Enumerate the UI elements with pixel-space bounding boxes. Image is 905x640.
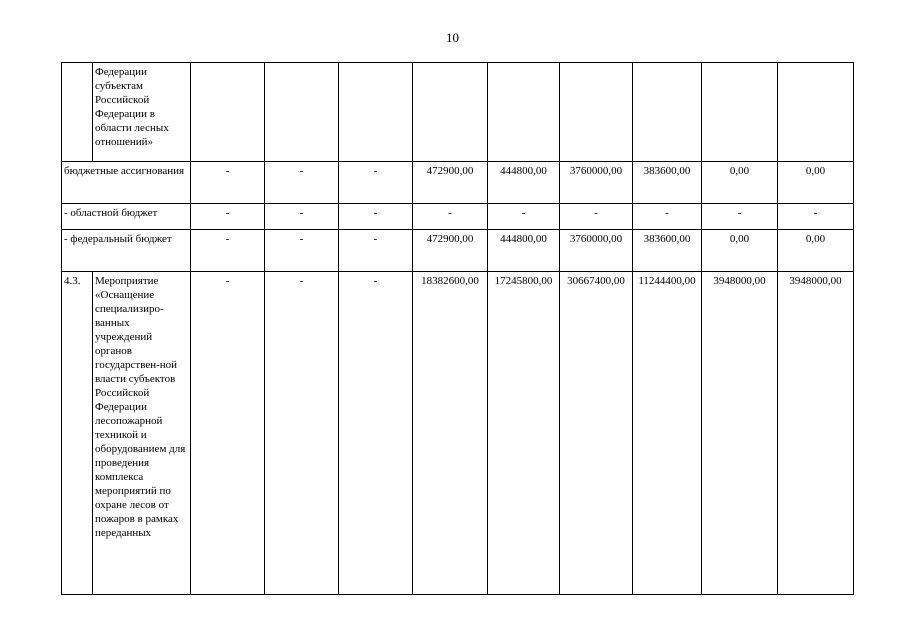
- table-row: [62, 204, 854, 230]
- value-cell: -: [633, 204, 702, 230]
- value-cell: [339, 63, 413, 162]
- table-row: [62, 230, 854, 272]
- value-cell: [191, 63, 265, 162]
- name-cell: Федерации субъектам Российской Федерации в области лесных отношений»: [93, 63, 191, 162]
- value-cell: 3760000,00: [560, 162, 633, 204]
- value-cell: 472900,00: [413, 230, 488, 272]
- value-cell: [413, 63, 488, 162]
- value-cell: 3760000,00: [560, 230, 633, 272]
- code-cell: 4.3.: [62, 272, 93, 595]
- value-cell: -: [191, 272, 265, 595]
- budget-table: [61, 62, 854, 595]
- value-cell: 17245800,00: [488, 272, 560, 595]
- value-cell: 444800,00: [488, 230, 560, 272]
- value-cell: [633, 63, 702, 162]
- value-cell: [488, 63, 560, 162]
- table-row: [62, 272, 854, 595]
- value-cell: -: [339, 272, 413, 595]
- row-label: - федеральный бюджет: [62, 230, 191, 272]
- row-label: бюджетные ассигнования: [62, 162, 191, 204]
- value-cell: -: [560, 204, 633, 230]
- value-cell: 383600,00: [633, 162, 702, 204]
- value-cell: -: [265, 162, 339, 204]
- value-cell: 472900,00: [413, 162, 488, 204]
- table-row: [62, 63, 854, 162]
- value-cell: -: [488, 204, 560, 230]
- value-cell: [265, 63, 339, 162]
- value-cell: 3948000,00: [702, 272, 778, 595]
- table-row: [62, 162, 854, 204]
- code-cell: [62, 63, 93, 162]
- page-number: 10: [446, 30, 459, 45]
- name-cell: Мероприятие «Оснащение специализиро-ванных учреждений органов государствен-ной власти субъектов Российской Федерации лесопожарной техникой и оборудованием для проведения комплекса мероприятий по охране лесов от пожаров в рамках переданных: [93, 272, 191, 595]
- value-cell: 0,00: [778, 230, 854, 272]
- value-cell: -: [265, 230, 339, 272]
- value-cell: [702, 63, 778, 162]
- row-label: - областной бюджет: [62, 204, 191, 230]
- value-cell: -: [413, 204, 488, 230]
- value-cell: -: [191, 230, 265, 272]
- value-cell: -: [339, 162, 413, 204]
- value-cell: -: [191, 204, 265, 230]
- value-cell: 0,00: [778, 162, 854, 204]
- value-cell: 30667400,00: [560, 272, 633, 595]
- value-cell: -: [191, 162, 265, 204]
- value-cell: 383600,00: [633, 230, 702, 272]
- value-cell: -: [702, 204, 778, 230]
- value-cell: -: [339, 204, 413, 230]
- value-cell: 0,00: [702, 162, 778, 204]
- value-cell: [560, 63, 633, 162]
- value-cell: [778, 63, 854, 162]
- value-cell: 11244400,00: [633, 272, 702, 595]
- value-cell: 18382600,00: [413, 272, 488, 595]
- value-cell: 444800,00: [488, 162, 560, 204]
- value-cell: -: [778, 204, 854, 230]
- value-cell: 3948000,00: [778, 272, 854, 595]
- value-cell: 0,00: [702, 230, 778, 272]
- value-cell: -: [265, 204, 339, 230]
- value-cell: -: [265, 272, 339, 595]
- value-cell: -: [339, 230, 413, 272]
